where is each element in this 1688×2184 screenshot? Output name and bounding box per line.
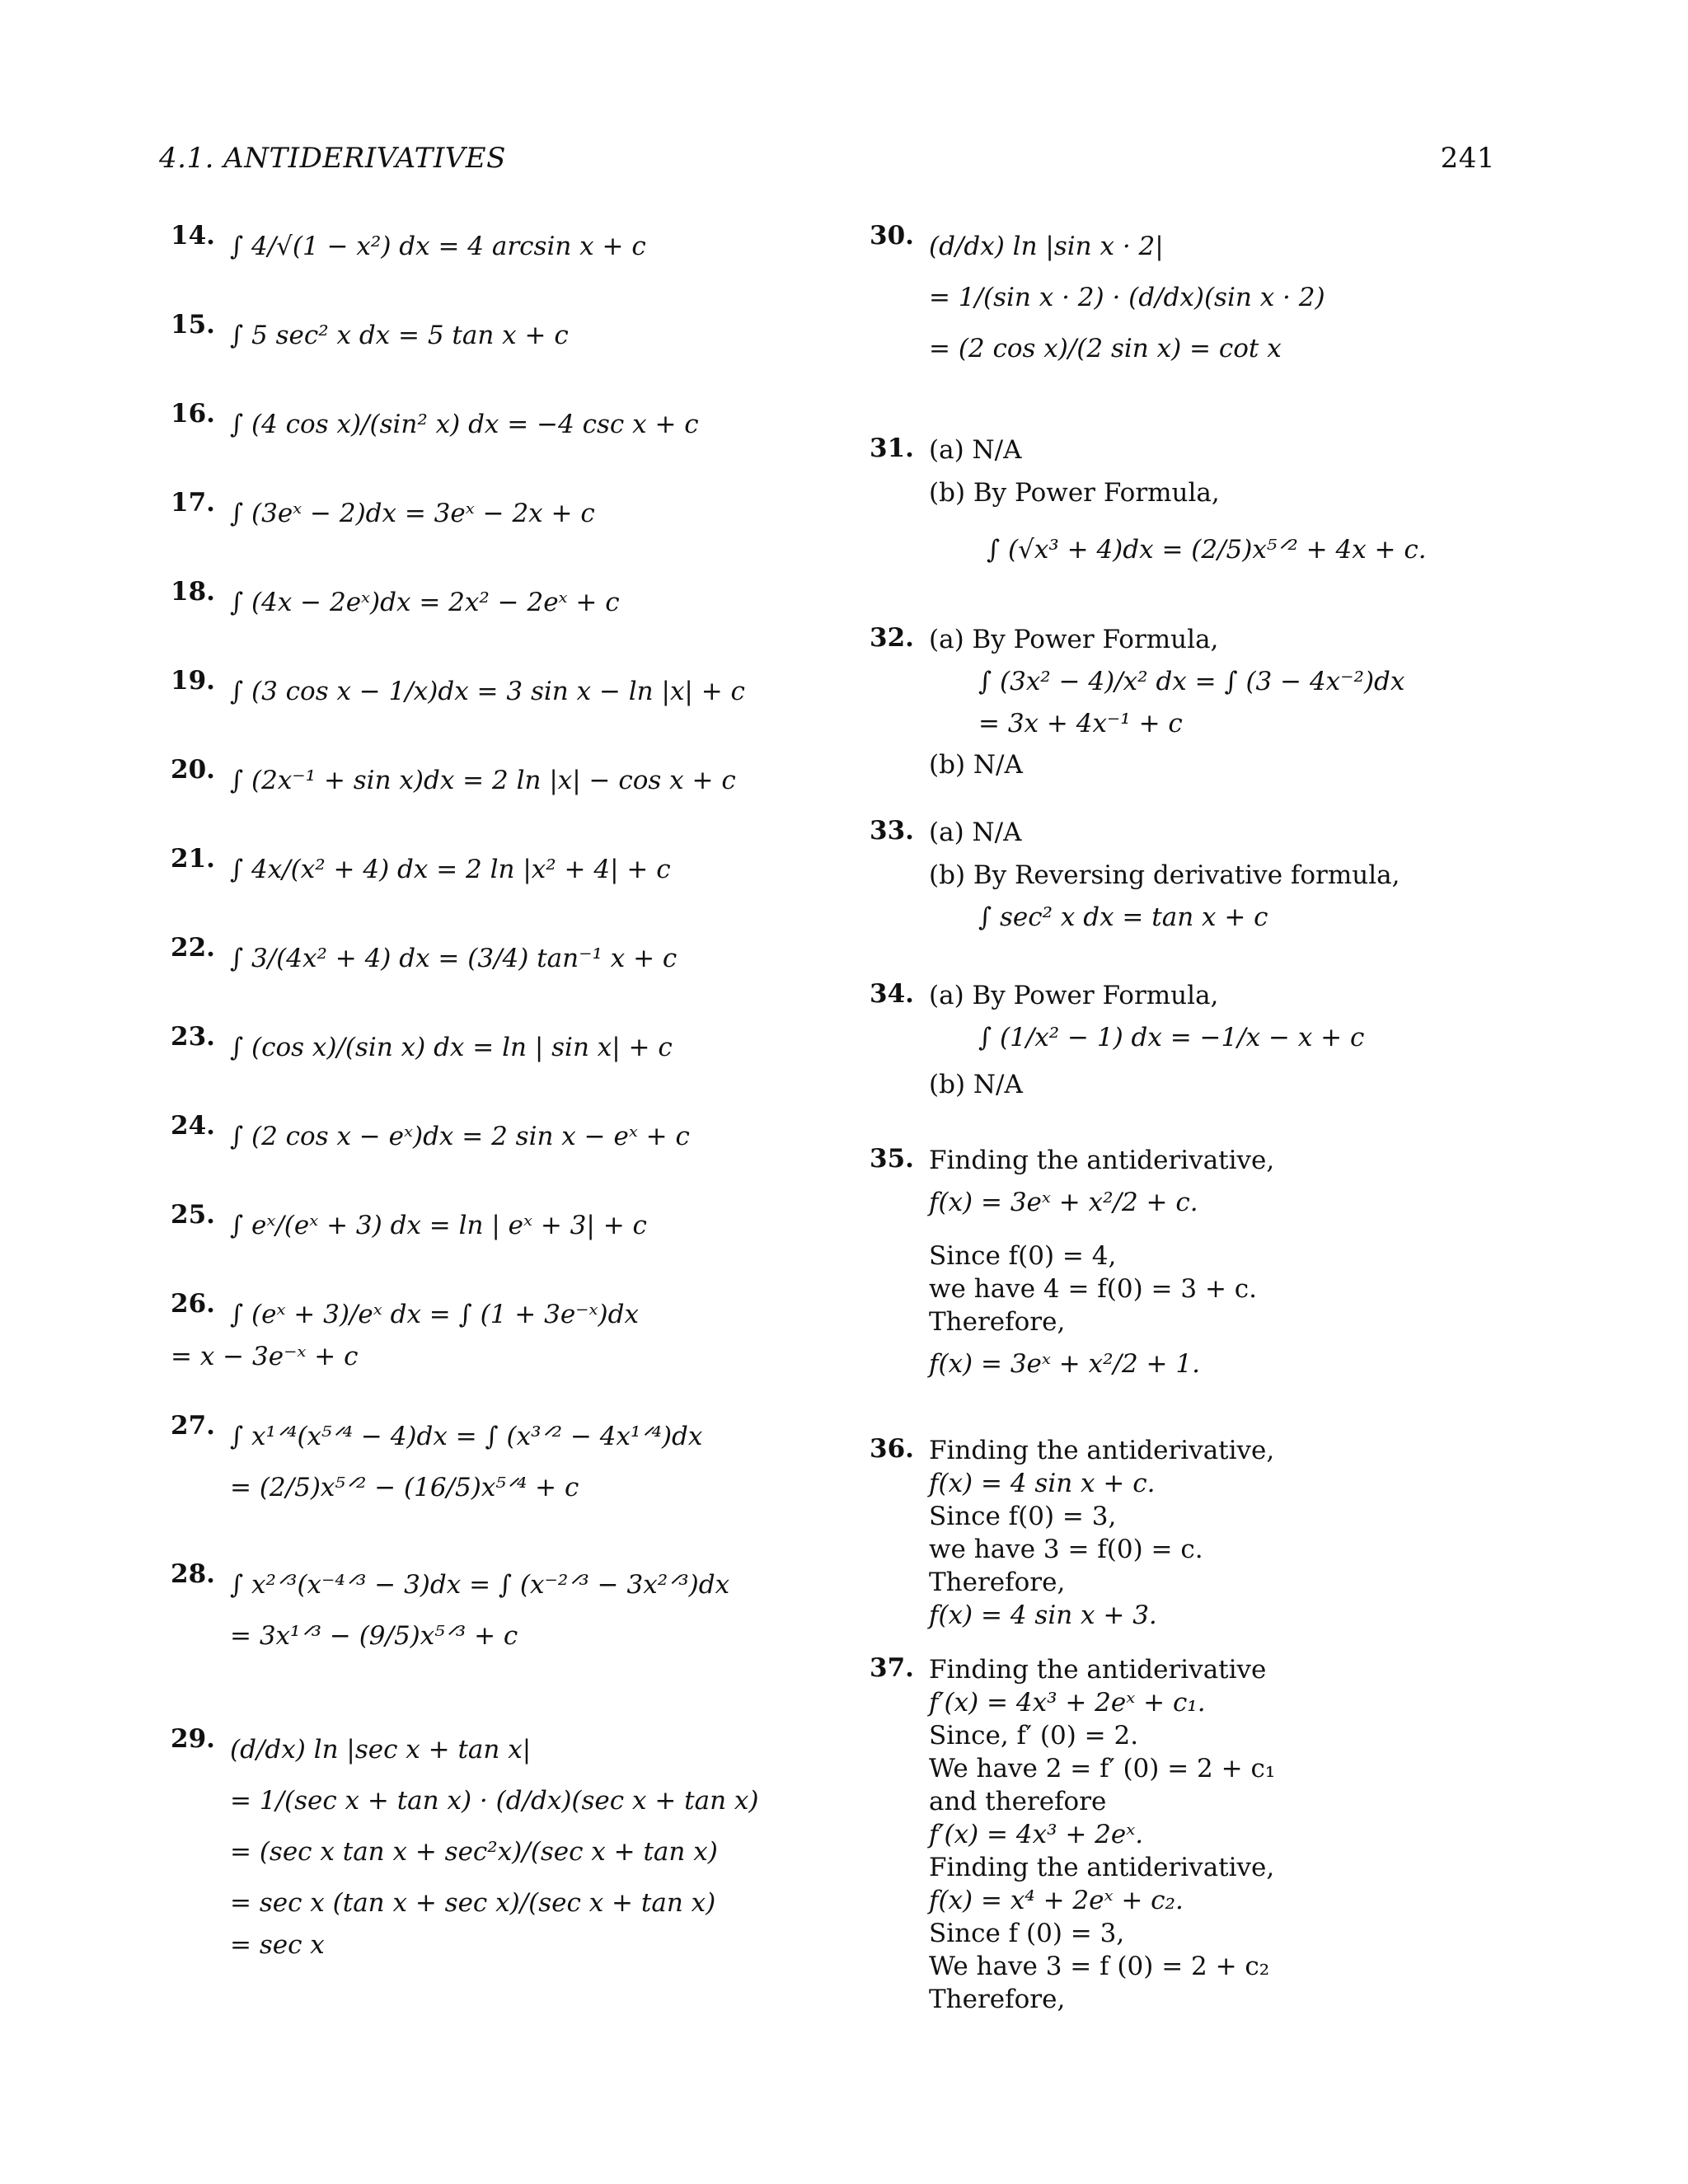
- problem-number: 21.: [171, 844, 215, 874]
- solution-line: ∫ x¹ᐟ⁴(x⁵ᐟ⁴ − 4)dx = ∫ (x³ᐟ² − 4x¹ᐟ⁴)dx: [230, 1422, 703, 1451]
- solution-line: = sec x: [230, 1930, 325, 1960]
- solution-line: = 3x + 4x⁻¹ + c: [978, 709, 1183, 738]
- solution-line: ∫ sec² x dx = tan x + c: [978, 902, 1268, 932]
- solution-line: (a) N/A: [929, 435, 1022, 465]
- solution-line: = 1/(sec x + tan x) · (d/dx)(sec x + tan x): [230, 1786, 759, 1816]
- problem-number: 30.: [870, 221, 914, 251]
- solution-line: ∫ (1/x² − 1) dx = −1/x − x + c: [978, 1023, 1365, 1052]
- page-header: [159, 142, 1495, 183]
- solution-line: ∫ (√x³ + 4)dx = (2/5)x⁵ᐟ² + 4x + c.: [987, 535, 1427, 565]
- solution-line: Finding the antiderivative,: [929, 1853, 1275, 1882]
- solution-line: We have 2 = f′ (0) = 2 + c₁: [929, 1754, 1276, 1783]
- solution-line: ∫ 5 sec² x dx = 5 tan x + c: [230, 321, 569, 350]
- solution-line: f′(x) = 4x³ + 2eˣ + c₁.: [929, 1688, 1206, 1718]
- solution-line: We have 3 = f (0) = 2 + c₂: [929, 1952, 1270, 1981]
- solution-line: = (2/5)x⁵ᐟ² − (16/5)x⁵ᐟ⁴ + c: [230, 1473, 579, 1502]
- problem-number: 28.: [171, 1559, 215, 1589]
- solution-line: and therefore: [929, 1787, 1107, 1816]
- solution-line: f(x) = 3eˣ + x²/2 + 1.: [929, 1349, 1200, 1379]
- solution-line: (b) By Power Formula,: [929, 478, 1220, 508]
- solution-line: Therefore,: [929, 1568, 1066, 1597]
- problem-number: 35.: [870, 1144, 914, 1174]
- solution-line: f(x) = 3eˣ + x²/2 + c.: [929, 1188, 1198, 1217]
- solution-line: (d/dx) ln |sin x · 2|: [929, 232, 1164, 261]
- solution-line: = 1/(sin x · 2) · (d/dx)(sin x · 2): [929, 283, 1325, 312]
- solution-line: ∫ (cos x)/(sin x) dx = ln | sin x| + c: [230, 1033, 673, 1062]
- solution-line: ∫ (2x⁻¹ + sin x)dx = 2 ln |x| − cos x + c: [230, 766, 736, 795]
- solution-line: ∫ x²ᐟ³(x⁻⁴ᐟ³ − 3)dx = ∫ (x⁻²ᐟ³ − 3x²ᐟ³)dx: [230, 1570, 730, 1600]
- problem-number: 31.: [870, 434, 914, 463]
- problem-number: 27.: [171, 1411, 215, 1441]
- solution-line: we have 3 = f(0) = c.: [929, 1535, 1203, 1564]
- solution-line: Finding the antiderivative: [929, 1655, 1267, 1685]
- solution-line: ∫ eˣ/(eˣ + 3) dx = ln | eˣ + 3| + c: [230, 1211, 647, 1240]
- solution-line: ∫ (3x² − 4)/x² dx = ∫ (3 − 4x⁻²)dx: [978, 667, 1405, 696]
- section-title: 4.1. ANTIDERIVATIVES: [159, 142, 506, 175]
- problem-number: 29.: [171, 1724, 215, 1754]
- page-number: 241: [1440, 142, 1495, 175]
- solution-line: Therefore,: [929, 1985, 1066, 2014]
- solution-line: f(x) = x⁴ + 2eˣ + c₂.: [929, 1886, 1184, 1915]
- solution-line: = sec x (tan x + sec x)/(sec x + tan x): [230, 1888, 716, 1918]
- solution-line: f′(x) = 4x³ + 2eˣ.: [929, 1820, 1144, 1849]
- solution-line: Since f(0) = 3,: [929, 1502, 1117, 1531]
- solution-line: (d/dx) ln |sec x + tan x|: [230, 1735, 532, 1765]
- problem-number: 18.: [171, 577, 215, 607]
- solution-line: (b) N/A: [929, 750, 1023, 780]
- problem-number: 33.: [870, 816, 914, 846]
- solution-line: ∫ (4 cos x)/(sin² x) dx = −4 csc x + c: [230, 410, 699, 439]
- problem-number: 34.: [870, 979, 914, 1009]
- solution-line: ∫ 4x/(x² + 4) dx = 2 ln |x² + 4| + c: [230, 855, 671, 884]
- solution-line: ∫ 4/√(1 − x²) dx = 4 arcsin x + c: [230, 232, 646, 261]
- problem-number: 15.: [171, 310, 215, 340]
- problem-number: 32.: [870, 623, 914, 653]
- problem-number: 23.: [171, 1022, 215, 1052]
- solution-line: (a) By Power Formula,: [929, 981, 1219, 1010]
- problem-number: 17.: [171, 488, 215, 518]
- problem-number: 25.: [171, 1200, 215, 1230]
- solution-line: Since f(0) = 4,: [929, 1241, 1117, 1271]
- solution-line: ∫ 3/(4x² + 4) dx = (3/4) tan⁻¹ x + c: [230, 944, 678, 973]
- solution-line: (a) N/A: [929, 818, 1022, 847]
- solution-line: ∫ (2 cos x − eˣ)dx = 2 sin x − eˣ + c: [230, 1122, 690, 1151]
- solution-line: (a) By Power Formula,: [929, 625, 1219, 654]
- solution-line: Finding the antiderivative,: [929, 1146, 1275, 1175]
- solution-line: ∫ (eˣ + 3)/eˣ dx = ∫ (1 + 3e⁻ˣ)dx: [230, 1300, 639, 1329]
- solution-line: f(x) = 4 sin x + c.: [929, 1469, 1156, 1498]
- problem-number: 26.: [171, 1289, 215, 1319]
- problem-number: 16.: [171, 399, 215, 429]
- solution-line: Therefore,: [929, 1307, 1066, 1337]
- solution-line: ∫ (3 cos x − 1/x)dx = 3 sin x − ln |x| + c: [230, 677, 745, 706]
- problem-number: 22.: [171, 933, 215, 963]
- solution-line: = x − 3e⁻ˣ + c: [171, 1342, 359, 1371]
- solution-line: (b) By Reversing derivative formula,: [929, 860, 1400, 890]
- solution-line: Since f (0) = 3,: [929, 1919, 1125, 1948]
- solution-line: we have 4 = f(0) = 3 + c.: [929, 1274, 1257, 1304]
- problem-number: 14.: [171, 221, 215, 251]
- problem-number: 24.: [171, 1111, 215, 1141]
- solution-line: Finding the antiderivative,: [929, 1436, 1275, 1465]
- solution-line: = (2 cos x)/(2 sin x) = cot x: [929, 334, 1282, 363]
- solution-line: ∫ (3eˣ − 2)dx = 3eˣ − 2x + c: [230, 499, 595, 528]
- problem-number: 20.: [171, 755, 215, 785]
- solution-line: (b) N/A: [929, 1070, 1023, 1099]
- problem-number: 37.: [870, 1653, 914, 1683]
- problem-number: 19.: [171, 666, 215, 696]
- solution-line: = 3x¹ᐟ³ − (9/5)x⁵ᐟ³ + c: [230, 1621, 518, 1651]
- solution-line: ∫ (4x − 2eˣ)dx = 2x² − 2eˣ + c: [230, 588, 620, 617]
- solution-line: f(x) = 4 sin x + 3.: [929, 1601, 1157, 1630]
- solution-line: = (sec x tan x + sec²x)/(sec x + tan x): [230, 1837, 718, 1867]
- problem-number: 36.: [870, 1434, 914, 1464]
- solution-line: Since, f′ (0) = 2.: [929, 1721, 1139, 1750]
